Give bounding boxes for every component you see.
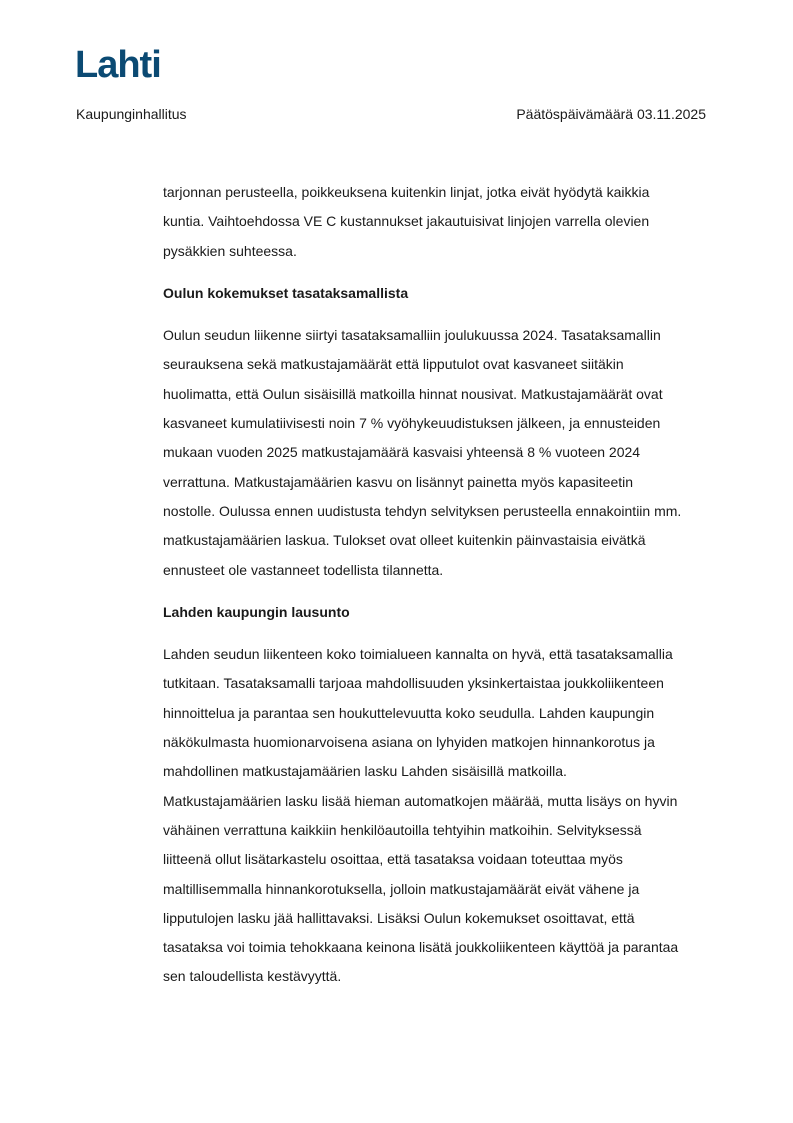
oulu-paragraph <box>163 321 723 585</box>
text-line: hinnoittelua ja parantaa sen houkuttelevuutta koko seudulla. Lahden kaupungin <box>163 704 655 721</box>
text-line: seurauksena sekä matkustajamäärät että lipputulot ovat kasvaneet siitäkin <box>163 356 624 373</box>
text-line: mahdollinen matkustajamäärien lasku Lahden sisäisillä matkoilla. <box>163 763 567 780</box>
lahti-logo <box>75 44 175 89</box>
text-line: nostolle. Oulussa ennen uudistusta tehdyn selvityksen perusteella ennakointiin mm. <box>163 502 682 519</box>
logo-text: Lahti <box>75 44 161 84</box>
text-line: ennusteet ole vastanneet todellista tilannetta. <box>163 561 444 578</box>
text-line: pysäkkien suhteessa. <box>163 242 297 259</box>
text-line: vähäinen verrattuna kaikkiin henkilöautoilla tehtyihin matkoihin. Selvityksessä <box>163 821 642 838</box>
text-line: matkustajamäärien laskua. Tulokset ovat olleet kuitenkin päinvastaisia eivätkä <box>163 532 646 549</box>
text-line: mukaan vuoden 2025 matkustajamäärä kasvaisi yhteensä 8 % vuoteen 2024 <box>163 444 641 461</box>
section-heading-oulu: Oulun kokemukset tasataksamallista <box>163 284 409 301</box>
department-label: Kaupunginhallitus <box>76 106 187 122</box>
text-line: Oulun seudun liikenne siirtyi tasataksamalliin joulukuussa 2024. Tasataksamallin <box>163 327 661 344</box>
intro-paragraph <box>163 178 723 266</box>
text-line: tasataksa voi toimia tehokkaana keinona lisätä joukkoliikenteen käyttöä ja parantaa <box>163 939 679 956</box>
text-line: kasvaneet kumulatiivisesti noin 7 % vyöhykeuudistuksen jälkeen, ja ennusteiden <box>163 415 661 432</box>
text-line: Matkustajamäärien lasku lisää hieman automatkojen määrää, mutta lisäys on hyvin <box>163 792 678 809</box>
text-line: tarjonnan perusteella, poikkeuksena kuitenkin linjat, jotka eivät hyödytä kaikkia <box>163 184 650 200</box>
section-heading-lahti: Lahden kaupungin lausunto <box>163 603 350 620</box>
document-body <box>163 178 723 992</box>
text-line: näkökulmasta huomionarvoisena asiana on lyhyiden matkojen hinnankorotus ja <box>163 734 655 751</box>
text-line: tutkitaan. Tasataksamalli tarjoaa mahdollisuuden yksinkertaistaa joukkoliikenteen <box>163 675 664 692</box>
text-line: lipputulojen lasku jää hallittavaksi. Lisäksi Oulun kokemukset osoittavat, että <box>163 909 635 926</box>
text-line: huolimatta, että Oulun sisäisillä matkoilla hinnat nousivat. Matkustajamäärät ovat <box>163 385 663 402</box>
text-line: kuntia. Vaihtoehdossa VE C kustannukset jakautuisivat linjojen varrella olevien <box>163 213 650 230</box>
text-line: maltillisemmalla hinnankorotuksella, jolloin matkustajamäärät eivät vähene ja <box>163 880 640 897</box>
text-line: Lahden seudun liikenteen koko toimialueen kannalta on hyvä, että tasataksamallia <box>163 646 673 663</box>
text-line: liitteenä ollut lisätarkastelu osoittaa, että tasataksa voidaan toteuttaa myös <box>163 851 623 868</box>
decision-date: Päätöspäivämäärä 03.11.2025 <box>516 106 706 122</box>
text-line: verrattuna. Matkustajamäärien kasvu on lisännyt painetta myös kapasiteetin <box>163 473 634 490</box>
text-line: sen taloudellista kestävyyttä. <box>163 968 342 985</box>
lahti-paragraph <box>163 640 723 992</box>
